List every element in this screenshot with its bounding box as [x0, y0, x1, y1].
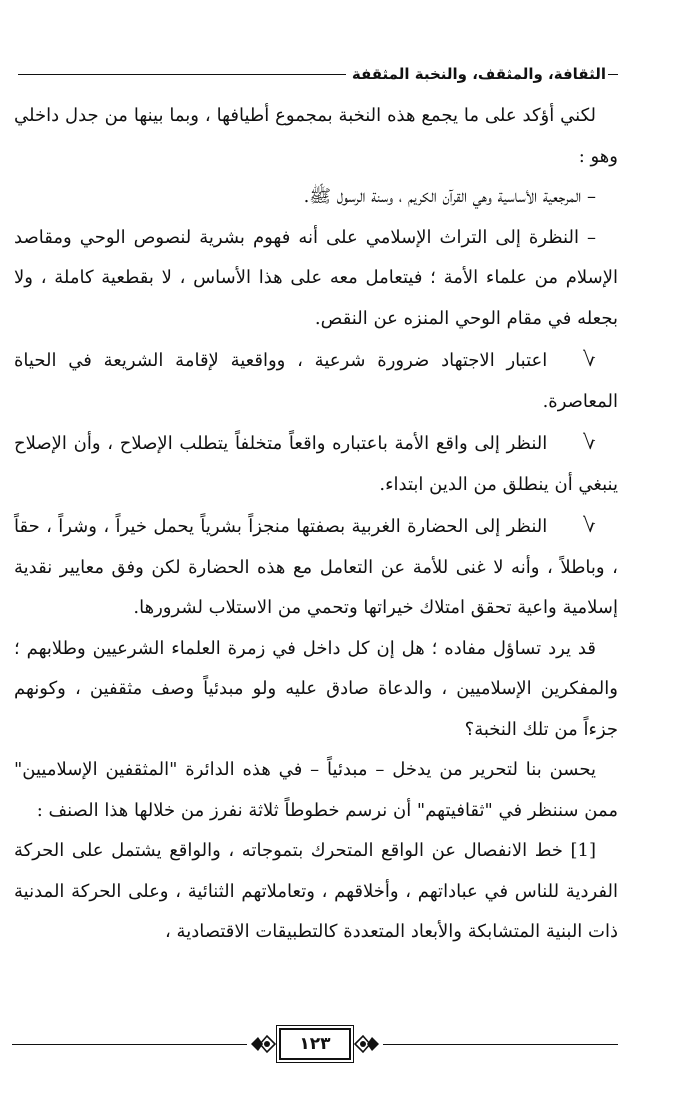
- paragraph: قد يرد تساؤل مفاده ؛ هل إن كل داخل في زمرة العلماء الشرعيين وطلابهم ؛ والمفكرين الإسلاميين ، والدعاة صادق عليه ولو مبدئياً وصف مثقفين ، وكونهم جزءاً من تلك النخبة؟: [14, 637, 618, 740]
- paragraph: يحسن بنا لتحرير من يدخل – مبدئياً – في هذه الدائرة "المثقفين الإسلاميين" ممن سننظر في "ثقافيتهم" أن نرسم خطوطاً ثلاثة نفرز من خلالها هذا الصنف :: [14, 759, 618, 821]
- paragraph: [1] خط الانفصال عن الواقع المتحرك بتموجاته ، والواقع يشتمل على الحركة الفردية للناس في عباداتهم ، وأخلاقهم ، وتعاملاتهم الثنائية ، وعلى الحركة المدنية ذات البنية المتشابكة والأبعاد المتعددة كالتطبيقات الاقتصادية ،: [14, 840, 618, 942]
- paragraph: – المرجعية الأساسية وهي القرآن الكريم ، وسنة الرسول ﷺ.: [303, 186, 596, 207]
- list-item-text: النظر إلى واقع الأمة باعتباره واقعاً متخلفاً يتطلب الإصلاح ، وأن الإصلاح ينبغي أن ينطلق من الدين ابتداء.: [14, 433, 618, 495]
- ornament-right-icon: [354, 1033, 380, 1055]
- list-item-text: النظر إلى الحضارة الغربية بصفتها منجزاً بشرياً يحمل خيراً ، وشراً ، حقاً ، وباطلاً ، وأنه لا غنى للأمة عن التعامل مع هذه الحضارة لكن وفق معايير نقدية إسلامية واعية تحقق امتلاك خيراتها وتحمي من الاستلاب لشرورها.: [14, 516, 618, 618]
- page-number: ١٢٣: [279, 1028, 351, 1060]
- list-item: [14, 422, 618, 505]
- header-lead-rule: [608, 74, 618, 75]
- page-footer: [12, 1024, 618, 1064]
- list-item: [14, 505, 618, 629]
- list-item-text: اعتبار الاجتهاد ضرورة شرعية ، وواقعية لإقامة الشريعة في الحياة المعاصرة.: [14, 350, 618, 412]
- footer-rule-right: [383, 1044, 618, 1045]
- paragraph: – النظرة إلى التراث الإسلامي على أنه فهوم بشرية لنصوص الوحي ومقاصد الإسلام من علماء الأمة ؛ فيتعامل معه على هذا الأساس ، لا بقطعية كاملة ، ولا بجعله في مقام الوحي المنزه عن النقص.: [14, 226, 618, 329]
- paragraph: لكني أؤكد على ما يجمع هذه النخبة بمجموع أطيافها ، وبما بينها من جدل داخلي وهو :: [14, 105, 618, 167]
- check-mark-icon: √: [583, 513, 596, 537]
- body-text: [14, 96, 618, 953]
- check-mark-icon: √: [583, 347, 596, 371]
- running-title: الثقافة، والمثقف، والنخبة المثقفة: [351, 65, 606, 83]
- ornament-left-icon: [250, 1033, 276, 1055]
- list-item: [14, 339, 618, 422]
- running-header: [18, 62, 618, 86]
- check-mark-icon: √: [583, 430, 596, 454]
- header-rule: [18, 74, 346, 75]
- footer-rule-left: [12, 1044, 247, 1045]
